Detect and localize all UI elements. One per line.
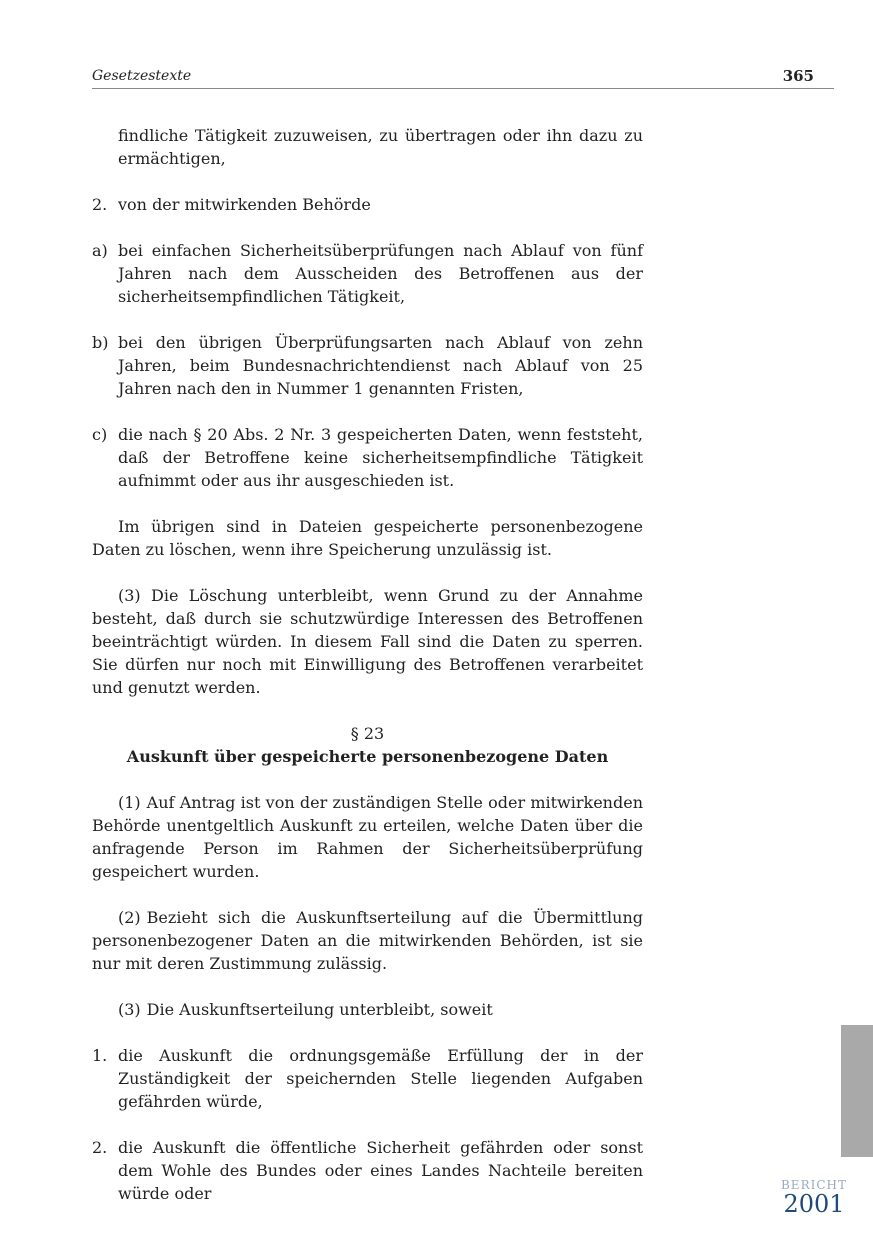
paragraph bbox=[92, 906, 643, 975]
list-item-label: 2. bbox=[92, 1138, 108, 1157]
header-section-title: Gesetzestexte bbox=[92, 68, 192, 84]
paragraph-text: Auf Antrag ist von der zuständigen Stelle oder mitwirkenden Behörde unentgeltlich Auskunft zu erteilen, welche Daten über die anfragende Person im Rahmen der Sicherheitsüberprüfung gespeichert wurden. bbox=[92, 793, 643, 881]
page-number: 365 bbox=[782, 67, 814, 85]
continuation-text: findliche Tätigkeit zuzuweisen, zu übertragen oder ihn dazu zu ermächtigen, bbox=[118, 126, 643, 168]
list-item-text: bei einfachen Sicherheitsüberprüfungen nach Ablauf von fünf Jahren nach dem Ausscheiden des Betroffenen aus der sicherheitsempfindlichen Tätigkeit, bbox=[118, 241, 643, 306]
list-item-text: von der mitwirkenden Behörde bbox=[118, 195, 371, 214]
paragraph-number: (2) bbox=[118, 908, 141, 927]
section-title: Auskunft über gespeicherte personenbezogene Daten bbox=[126, 747, 609, 766]
list-item bbox=[92, 423, 643, 492]
running-header bbox=[92, 66, 834, 89]
side-thumb-tab bbox=[841, 1025, 873, 1157]
list-item-label: b) bbox=[92, 333, 109, 352]
list-item bbox=[92, 331, 643, 400]
paragraph-text: Bezieht sich die Auskunftserteilung auf die Übermittlung personenbezogener Daten an die mitwirkenden Behörden, ist sie nur mit deren Zustimmung zulässig. bbox=[92, 908, 643, 973]
paragraph-number: (3) bbox=[118, 1000, 141, 1019]
page-body bbox=[92, 124, 643, 1228]
logo-word: BERICHT bbox=[780, 1178, 847, 1192]
list-item bbox=[92, 1136, 643, 1205]
paragraph: (3) Die Löschung unterbleibt, wenn Grund zu der Annahme besteht, daß durch sie schutzwürdige Interessen des Betroffenen beeinträchtigt würden. In diesem Fall sind die Daten zu sperren. Sie dürfen nur noch mit Einwilligung des Betroffenen verarbeitet und genutzt werden. bbox=[92, 586, 643, 697]
list-item bbox=[92, 239, 643, 308]
paragraph-text: Die Auskunftserteilung unterbleibt, soweit bbox=[146, 1000, 493, 1019]
paragraph bbox=[92, 791, 643, 883]
list-item-label: 2. bbox=[92, 195, 108, 214]
list-item-text: die Auskunft die ordnungsgemäße Erfüllung der in der Zuständigkeit der speichernden Stelle liegenden Aufgaben gefährden würde, bbox=[118, 1046, 643, 1111]
list-item-text: die Auskunft die öffentliche Sicherheit gefährden oder sonst dem Wohle des Bundes oder eines Landes Nachteile bereiten würde oder bbox=[118, 1138, 643, 1203]
list-item-label: 1. bbox=[92, 1046, 108, 1065]
list-item-label: a) bbox=[92, 241, 108, 260]
list-item-label: c) bbox=[92, 425, 108, 444]
paragraph bbox=[92, 998, 643, 1021]
paragraph: Im übrigen sind in Dateien gespeicherte personenbezogene Daten zu löschen, wenn ihre Speicherung unzulässig ist. bbox=[92, 517, 643, 559]
list-item bbox=[92, 193, 643, 216]
list-item bbox=[92, 1044, 643, 1113]
logo-year: 2001 bbox=[783, 1190, 845, 1218]
paragraph-number: (1) bbox=[118, 793, 141, 812]
section-number: § 23 bbox=[350, 724, 385, 743]
report-logo bbox=[779, 1178, 849, 1216]
list-item-text: die nach § 20 Abs. 2 Nr. 3 gespeicherten Daten, wenn feststeht, daß der Betroffene keine sicherheitsempfindliche Tätigkeit aufnimmt oder aus ihr ausgeschieden ist. bbox=[118, 425, 643, 490]
list-item-text: bei den übrigen Überprüfungsarten nach Ablauf von zehn Jahren, beim Bundesnachrichtendienst nach Ablauf von 25 Jahren nach den in Nummer 1 genannten Fristen, bbox=[118, 333, 643, 398]
